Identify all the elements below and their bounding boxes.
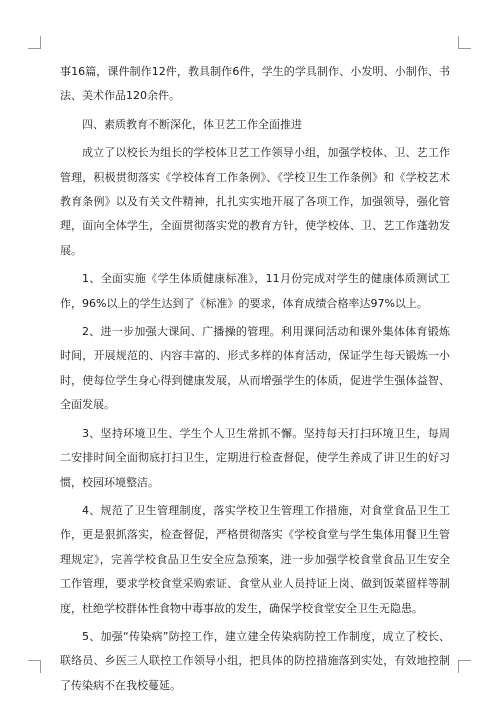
paragraph-intro: 成立了以校长为组长的学校体卫艺工作领导小组，加强学校体、卫、艺工作管理，积极贯彻落实《学校体育工作条例》、《学校卫生工作条例》和《学校艺术教育条例》以及有关文件精神，扎扎实实地开展了各项工作，加强领导，强化管理，面向全体学生，全面贯彻落实党的教育方针，使学校体、卫、艺工作蓬勃发展。 [60, 146, 450, 257]
crop-mark-bottom-right [458, 660, 471, 673]
crop-mark-top-right [458, 36, 471, 49]
paragraph-item-1: 1、全面实施《学生体质健康标准》，11月份完成对学生的健康体质测试工作，96%以上的学生达到了《标准》的要求，体育成绩合格率达97%以上。 [60, 272, 450, 310]
document-body [60, 60, 450, 702]
paragraph-item-5: 5、加强“传染病”防控工作，建立建全传染病防控工作制度，成立了校长、联络员、乡医三人联控工作领导小组，把具体的防控措施落到实处，有效地控制了传染病不在我校蔓延。 [60, 629, 450, 692]
paragraph-item-3: 3、坚持环境卫生、学生个人卫生常抓不懈。坚持每天打扫环境卫生，每周二安排时间全面彻底打扫卫生，定期进行检查督促，使学生养成了讲卫生的好习惯，校园环境整洁。 [60, 426, 450, 489]
paragraph-item-4: 4、规范了卫生管理制度，落实学校卫生管理工作措施，对食堂食品卫生工作，更是狠抓落实，检查督促，严格贯彻落实《学校食堂与学生集体用餐卫生管理规定》，完善学校食品卫生安全应急预案，进一步加强学校食堂食品卫生安全工作管理，要求学校食堂采购索证、食堂从业人员持证上岗、做到饭菜留样等制度，杜绝学校群体性食物中毒事故的发生，确保学校食堂安全卫生无隐患。 [60, 503, 450, 615]
crop-mark-top-left [28, 36, 41, 49]
paragraph-item-2: 2、进一步加强大课间、广播操的管理。利用课间活动和课外集体体育锻炼时间，开展规范的、内容丰富的、形式多样的体育活动，保证学生每天锻炼一小时，使每位学生身心得到健康发展，从而增强学生的体质，促进学生强体益智、全面发展。 [60, 325, 450, 412]
section-heading: 四、素质教育不断深化，体卫艺工作全面推进 [82, 117, 302, 131]
paragraph-continuation: 事16篇，课件制作12件，教具制作6件，学生的学具制作、小发明、小制作、书法、美术作品120余件。 [60, 65, 450, 103]
crop-mark-bottom-left [28, 660, 41, 673]
